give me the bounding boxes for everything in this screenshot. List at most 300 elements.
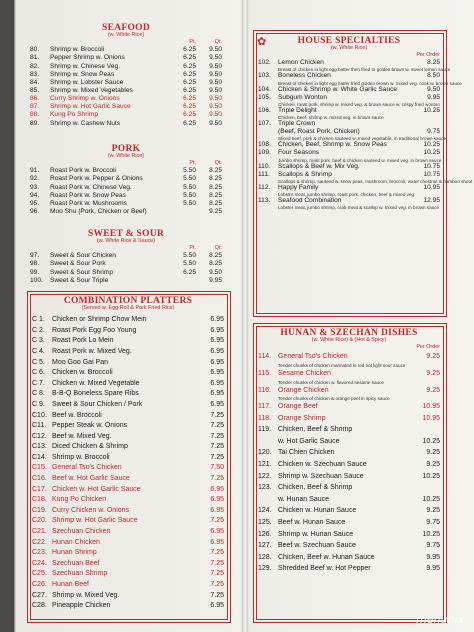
item-name: Sweet & Sour Shrimp <box>50 268 114 276</box>
item-number: 82. <box>30 62 40 70</box>
menu-item-row <box>258 540 440 552</box>
menu-item-row <box>32 442 224 453</box>
item-name: Chicken, Beef & Shrimp <box>278 426 353 434</box>
menu-item-row <box>30 103 222 111</box>
item-price: 10.25 <box>422 495 440 503</box>
menu-item-row <box>32 527 224 538</box>
item-price: 6.95 <box>210 390 224 398</box>
item-name: General Tso's Chicken <box>278 353 348 361</box>
item-name: Shredded Beef w. Hot Pepper <box>278 565 371 573</box>
item-name: Beef w. Szechuan Sauce <box>278 542 356 550</box>
item-name: Shrimp w. Hot Garlic Sauce <box>50 103 131 111</box>
seafood-list <box>30 46 222 127</box>
item-price: 12.95 <box>423 197 440 204</box>
item-number: 98. <box>30 260 40 268</box>
menu-item-row <box>32 474 224 485</box>
item-name: Happy Family <box>278 183 319 191</box>
pork-title: PORK <box>111 144 141 154</box>
item-price-pint: 6.25 <box>183 111 196 119</box>
menu-item-row <box>32 315 224 326</box>
item-number <box>258 436 278 448</box>
item-number: 108. <box>258 141 271 149</box>
item-name: Scallops & Shrimp <box>278 170 332 178</box>
menu-item-row <box>258 482 440 494</box>
item-price: 9.75 <box>426 542 440 550</box>
item-price-pint: 5.50 <box>183 260 196 268</box>
menu-item-row <box>258 459 440 471</box>
item-number: 106. <box>258 106 271 114</box>
item-number: C26. <box>32 581 47 588</box>
item-price: 10.25 <box>422 437 440 445</box>
item-number: 87. <box>30 103 40 111</box>
item-price-pint: 6.25 <box>183 119 196 127</box>
menu-item-row <box>30 111 222 119</box>
menu-item-row <box>32 538 224 549</box>
menu-item-row <box>32 485 224 496</box>
item-price-pint: 6.25 <box>183 54 196 62</box>
item-name: General Tso's Chicken <box>52 464 122 472</box>
pork-subtitle: (w. White Rice) <box>107 153 145 160</box>
menu-item-row <box>258 59 440 67</box>
item-price: 6.95 <box>210 337 224 345</box>
item-number: C28. <box>32 602 47 610</box>
menu-item-row <box>258 94 440 102</box>
item-price-quart: 9.50 <box>209 70 222 78</box>
flower-icon: ✿ <box>257 36 267 48</box>
item-name: Pepper Shrimp w. Onions <box>50 54 125 62</box>
menu-item-row <box>258 401 440 413</box>
item-price: 6.95 <box>210 528 224 536</box>
item-name: Scallops & Beef w. Mix Veg. <box>278 162 360 170</box>
item-price: 10.25 <box>423 141 440 149</box>
item-name: Sesame Chicken <box>278 369 331 377</box>
menu-item-row <box>258 149 440 157</box>
item-price: 9.25 <box>426 461 440 469</box>
item-number: C22. <box>32 538 47 546</box>
menu-item-row <box>258 163 440 171</box>
menu-item-row <box>258 563 440 575</box>
item-number: 80. <box>30 46 40 54</box>
item-price: 10.95 <box>423 183 440 191</box>
pork-size-header: Pt. Qt. <box>189 160 222 167</box>
item-price: 9.95 <box>426 565 440 573</box>
item-price: 6.95 <box>210 358 224 366</box>
item-number: 123. <box>258 484 272 492</box>
menu-item-row <box>32 569 224 580</box>
menu-item-row <box>30 71 222 79</box>
item-name: Chicken, Beef w. Hunan Sauce <box>278 553 375 561</box>
item-name: Szechuan Shrimp <box>52 570 108 578</box>
menu-item-row <box>30 54 222 62</box>
menu-item-row <box>32 559 224 570</box>
item-number: C 5. <box>32 358 45 366</box>
item-number: 124. <box>258 507 272 515</box>
item-number: 125. <box>258 519 272 527</box>
item-price: 7.25 <box>210 549 224 557</box>
item-price: 6.95 <box>210 506 224 514</box>
item-number: C27. <box>32 591 47 599</box>
item-name: Triple Delight <box>278 106 317 114</box>
item-price-quart: 9.50 <box>209 62 222 70</box>
item-number: 103. <box>258 72 271 80</box>
item-price-pint: 5.50 <box>183 191 196 199</box>
item-name: Shrimp w. Mixed Veg. <box>52 591 120 599</box>
item-number: C13. <box>32 443 47 451</box>
item-number: C16. <box>32 475 47 483</box>
menu-item-row <box>32 432 224 443</box>
sweetsour-size-header: Pt. Qt. <box>189 245 222 252</box>
item-price: 7.25 <box>210 581 224 588</box>
house-subtitle: (w. White Rice) <box>330 45 368 52</box>
menu-item-row <box>32 453 224 464</box>
item-number: C 6. <box>32 369 45 377</box>
item-price-quart: 9.50 <box>209 95 222 103</box>
item-price-quart: 9.50 <box>209 111 222 119</box>
item-description: Tender chunks of chicken & orange peel in spicy sauce <box>278 396 390 402</box>
item-price: 7.25 <box>210 517 224 525</box>
menu-item-row <box>32 591 224 602</box>
item-price-pint: 6.25 <box>183 70 196 78</box>
item-number: 107. <box>258 120 271 128</box>
item-number: 129. <box>258 565 272 573</box>
page-fold <box>242 0 248 632</box>
item-name: Seafood Combination <box>278 197 342 204</box>
item-name: Roast Pork w. Snow Peas <box>50 191 126 199</box>
menu-item-row <box>32 379 224 390</box>
menu-item-row <box>258 184 440 192</box>
item-price: 8.25 <box>427 59 440 67</box>
item-price-quart: 8.25 <box>209 252 222 260</box>
item-price: 6.95 <box>210 316 224 324</box>
item-price: 6.95 <box>210 326 224 334</box>
item-number: C 8. <box>32 390 45 398</box>
menu-item-row <box>30 175 222 183</box>
item-name: Chicken or Shrimp Chow Mein <box>52 316 147 324</box>
item-name: Szechuan Chicken <box>52 528 111 536</box>
item-name: Chicken w. Mixed Vegetable <box>52 379 140 387</box>
item-name: Shrimp w. Hunan Sauce <box>278 530 354 538</box>
item-number: C11. <box>32 422 47 430</box>
item-name: Sweet & Sour Pork <box>50 260 106 268</box>
item-price-pint: 6.25 <box>183 78 196 86</box>
item-number: 94. <box>30 191 40 199</box>
item-number: 109. <box>258 149 271 157</box>
menu-item-row <box>30 192 222 200</box>
item-name: Pepper Steak w. Onions <box>52 422 128 430</box>
item-number: 122. <box>258 472 272 480</box>
item-name: Curry Shrimp w. Onions <box>50 95 120 103</box>
item-number: 114. <box>258 353 272 361</box>
item-price: 6.95 <box>210 369 224 377</box>
item-price: 9.25 <box>426 353 440 361</box>
menu-item-row <box>30 46 222 54</box>
menu-item-row <box>258 529 440 541</box>
item-number: 102. <box>258 59 271 67</box>
item-name: Boneless Chicken <box>278 72 331 80</box>
item-price: 7.25 <box>210 559 224 567</box>
item-description: Breast of chicken in light egg batter fried golden brown w. mixed veg. cook w. brown sauce <box>278 80 462 86</box>
item-price-quart: 8.25 <box>209 260 222 268</box>
item-number: 117. <box>258 403 272 411</box>
item-price <box>414 424 440 436</box>
menu-item-row <box>30 277 222 285</box>
item-price: 9.75 <box>426 519 440 527</box>
item-price: 9.25 <box>426 369 440 377</box>
item-name: Sweet & Sour Triple <box>50 276 109 284</box>
menu-item-row <box>258 436 440 448</box>
item-description: Tender chunks of chicken marinated in red hot light sour sauce <box>278 362 406 368</box>
item-price: 6.95 <box>210 379 224 387</box>
item-name: Shrimp w. Chinese Veg. <box>50 62 121 70</box>
item-name: Shrimp w. Cashew Nuts <box>50 119 120 127</box>
menu-item-row <box>258 120 440 128</box>
menu-item-row <box>30 208 222 216</box>
menu-item-row <box>258 447 440 459</box>
item-price: 7.25 <box>210 475 224 483</box>
item-name: Kung Po Shrimp <box>50 111 99 119</box>
item-name: Diced Chicken & Shrimp <box>52 443 128 451</box>
item-number: 96. <box>30 208 40 216</box>
item-name: Orange Beef <box>278 403 318 411</box>
menu-item-row <box>258 494 440 506</box>
item-number: C12. <box>32 432 47 440</box>
item-number: C21. <box>32 528 47 536</box>
item-price: 10.25 <box>423 149 440 157</box>
item-number: 128. <box>258 553 272 561</box>
item-price: 10.75 <box>423 162 440 170</box>
item-price: 9.25 <box>426 449 440 457</box>
menu-item-row <box>258 107 440 115</box>
item-price: 9.50 <box>427 85 440 93</box>
item-number: C 2. <box>32 326 45 334</box>
item-number: C 7. <box>32 379 45 387</box>
menu-item-row <box>30 87 222 95</box>
item-price-quart: 9.25 <box>209 208 222 216</box>
item-name: w. Hot Garlic Sauce <box>278 437 340 445</box>
item-price-pint <box>170 208 196 216</box>
combo-subtitle: (Served w. Egg Roll & Pork Fried Rice) <box>81 305 175 312</box>
item-name: Tai Chien Chicken <box>278 449 335 457</box>
item-price: 10.95 <box>422 414 440 422</box>
item-price-quart: 8.25 <box>209 167 222 175</box>
item-name: Shrimp w. Broccoli <box>50 46 105 54</box>
menu-item-row <box>258 424 440 436</box>
item-description: Chicken, beef, shrimp w. mixed veg. in brown sauce <box>278 115 384 121</box>
pork-list <box>30 167 222 216</box>
item-number: 100. <box>30 276 43 284</box>
item-price: 10.25 <box>422 530 440 538</box>
item-number: 89. <box>30 119 40 127</box>
item-price-quart: 9.50 <box>209 78 222 86</box>
item-price-quart: 9.95 <box>209 276 222 284</box>
watermark: menupix <box>416 613 464 626</box>
item-name: Shrimp w. Szechuan Sauce <box>278 472 364 480</box>
item-name: Subgum Wonton <box>278 93 327 101</box>
item-name: Pineapple Chicken <box>52 602 111 610</box>
item-name: Szechuan Beef <box>52 559 100 567</box>
menu-item-row <box>32 326 224 337</box>
house-box <box>253 30 473 317</box>
item-price-pint: 6.25 <box>183 62 196 70</box>
hunan-title: HUNAN & SZECHAN DISHES <box>280 328 418 338</box>
item-price: 6.95 <box>210 347 224 355</box>
item-name: Sweet & Sour Chicken <box>50 252 116 260</box>
item-price <box>414 120 440 128</box>
item-number: C15. <box>32 464 47 472</box>
menu-item-row <box>258 385 440 397</box>
item-number: 84. <box>30 78 40 86</box>
item-name: Shrimp w. Broccoli <box>52 453 110 461</box>
menu-item-row <box>258 368 440 380</box>
item-price-quart: 8.25 <box>209 191 222 199</box>
item-price-quart: 9.50 <box>209 46 222 54</box>
item-name: Four Seasons <box>278 149 320 157</box>
item-name: Roast Pork w. Mushrooms <box>50 199 127 207</box>
item-number: C20. <box>32 517 47 525</box>
sweetsour-title: SWEET & SOUR <box>87 229 165 239</box>
item-price: 7.25 <box>210 422 224 430</box>
menu-item-row <box>32 400 224 411</box>
item-price: 6.95 <box>210 602 224 610</box>
item-name: Hunan Chicken <box>52 538 100 546</box>
item-price: 6.95 <box>210 496 224 504</box>
item-name: Chicken w. Szechuan Sauce <box>278 461 367 469</box>
item-name: Moo Shu (Pork, Chicken or Beef) <box>50 208 147 216</box>
menu-item-row <box>258 505 440 517</box>
house-list <box>258 59 473 211</box>
menu-item-row <box>258 72 440 80</box>
item-price-pint: 6.25 <box>183 103 196 111</box>
item-price-quart: 8.25 <box>209 199 222 207</box>
item-name: Curry Chicken w. Onions <box>52 506 130 514</box>
item-name: Chicken & Shrimp w. White Garlic Sauce <box>278 85 398 93</box>
item-name: B-B-Q Boneless Spare Ribs <box>52 390 139 398</box>
sweetsour-subtitle: (w. White Rice & Sauce) <box>96 238 156 245</box>
menu-item-row <box>30 252 222 260</box>
item-number <box>258 128 278 136</box>
item-name: Sweet & Sour Chicken / Pork <box>52 400 143 408</box>
item-price-quart: 9.50 <box>209 87 222 95</box>
item-price-pint: 5.50 <box>183 183 196 191</box>
item-description: Jumbo shrimp, roast pork, beef & chicken sauteed w. mixed veg. in brown sauce <box>278 157 442 163</box>
item-price-pint <box>170 277 196 285</box>
menu-item-row <box>258 517 440 529</box>
item-price-pint: 5.50 <box>183 252 196 260</box>
item-number: 116. <box>258 386 272 394</box>
item-description: Lobster meat, jumbo shrimp, roast pork, chicken, beef & mixed veg. <box>278 192 416 197</box>
item-number: 93. <box>30 183 40 191</box>
item-name: Roast Pork w. Mixed Veg. <box>52 347 132 355</box>
item-price-quart: 9.50 <box>209 54 222 62</box>
menu-item-row <box>32 347 224 358</box>
item-number: C10. <box>32 411 47 419</box>
item-price: 7.25 <box>210 591 224 599</box>
hunan-subtitle: (w. White Rice) & (Hot & Spicy) <box>311 337 387 344</box>
item-price-quart: 9.50 <box>209 119 222 127</box>
item-number: C14. <box>32 453 47 461</box>
item-number: 97. <box>30 252 40 260</box>
menu-item-row <box>258 471 440 483</box>
item-price: 10.95 <box>422 403 440 411</box>
item-price-quart: 8.25 <box>209 175 222 183</box>
item-number: 83. <box>30 70 40 78</box>
menu-item-row <box>32 421 224 432</box>
item-price: 7.50 <box>210 464 224 472</box>
sweetsour-list <box>30 252 222 285</box>
item-number: C 3. <box>32 337 45 345</box>
item-price: 7.25 <box>210 411 224 419</box>
combo-title: COMBINATION PLATTERS <box>63 296 193 306</box>
item-price: 7.25 <box>210 453 224 461</box>
menu-item-row <box>32 506 224 517</box>
item-price: 9.95 <box>427 93 440 101</box>
menu-item-row <box>32 516 224 527</box>
menu-item-row <box>258 128 440 136</box>
item-price: 9.25 <box>426 507 440 515</box>
item-price-quart: 9.50 <box>209 103 222 111</box>
item-number: 112. <box>258 183 271 191</box>
item-number: 88. <box>30 111 40 119</box>
item-number: 92. <box>30 175 40 183</box>
item-name: Moo Goo Gai Pan <box>52 358 109 366</box>
item-price: 6.95 <box>210 485 224 493</box>
menu-item-row <box>32 336 224 347</box>
item-name: Shrimp w. Lobster Sauce <box>50 78 124 86</box>
item-name: Roast Pork Lo Mein <box>52 337 114 345</box>
menu-item-row <box>30 184 222 192</box>
hunan-per-order: Per Order <box>416 344 440 351</box>
item-price: 10.25 <box>422 472 440 480</box>
item-name: Beef w. Mixed Veg. <box>52 432 112 440</box>
menu-item-row <box>258 413 440 425</box>
item-name: Roast Pork w. Chinese Veg. <box>50 183 132 191</box>
house-title: HOUSE SPECIALTIES <box>297 36 401 46</box>
hunan-box <box>253 323 447 623</box>
item-number: C25. <box>32 570 47 578</box>
item-number: 85. <box>30 87 40 95</box>
item-price: 9.25 <box>426 386 440 394</box>
item-number: 105. <box>258 93 271 101</box>
item-price: 9.75 <box>427 128 440 136</box>
menu-item-row <box>32 463 224 474</box>
combo-list <box>32 315 224 612</box>
item-number: 104. <box>258 85 271 93</box>
item-number <box>258 494 278 506</box>
item-number: C23. <box>32 549 47 557</box>
item-number: 81. <box>30 54 40 62</box>
item-description: Lobster meat, jumbo shrimp, crab meat & scallop w. mixed veg. in brown sauce <box>278 205 440 211</box>
item-name: w. Hunan Sauce <box>278 495 329 503</box>
item-price: 7.25 <box>210 570 224 578</box>
item-price-pint: 6.25 <box>183 95 196 103</box>
item-price-quart: 8.25 <box>209 183 222 191</box>
item-description: Tender chunks of chicken w. flavored sesame sauce <box>278 379 384 385</box>
item-name: Orange Shrimp <box>278 414 326 422</box>
item-number: C18. <box>32 496 47 504</box>
item-name: Shrimp w. Snow Peas <box>50 70 115 78</box>
menu-item-row <box>30 79 222 87</box>
item-price: 7.25 <box>210 443 224 451</box>
menu-item-row <box>32 495 224 506</box>
item-description: Scallops & shrimp, sauteed w. snow peas, mushroom, broccoli, water chestnut & bamboo shoot <box>278 178 473 184</box>
menu-item-row <box>30 120 222 128</box>
menu-item-row <box>32 601 224 612</box>
item-number: 119. <box>258 426 272 434</box>
item-name: (Beef, Roast Pork, Chicken) <box>278 128 360 136</box>
item-price-pint: 6.25 <box>183 87 196 95</box>
menu-item-row <box>30 167 222 175</box>
item-name: Beef w. Broccoli <box>52 411 102 419</box>
